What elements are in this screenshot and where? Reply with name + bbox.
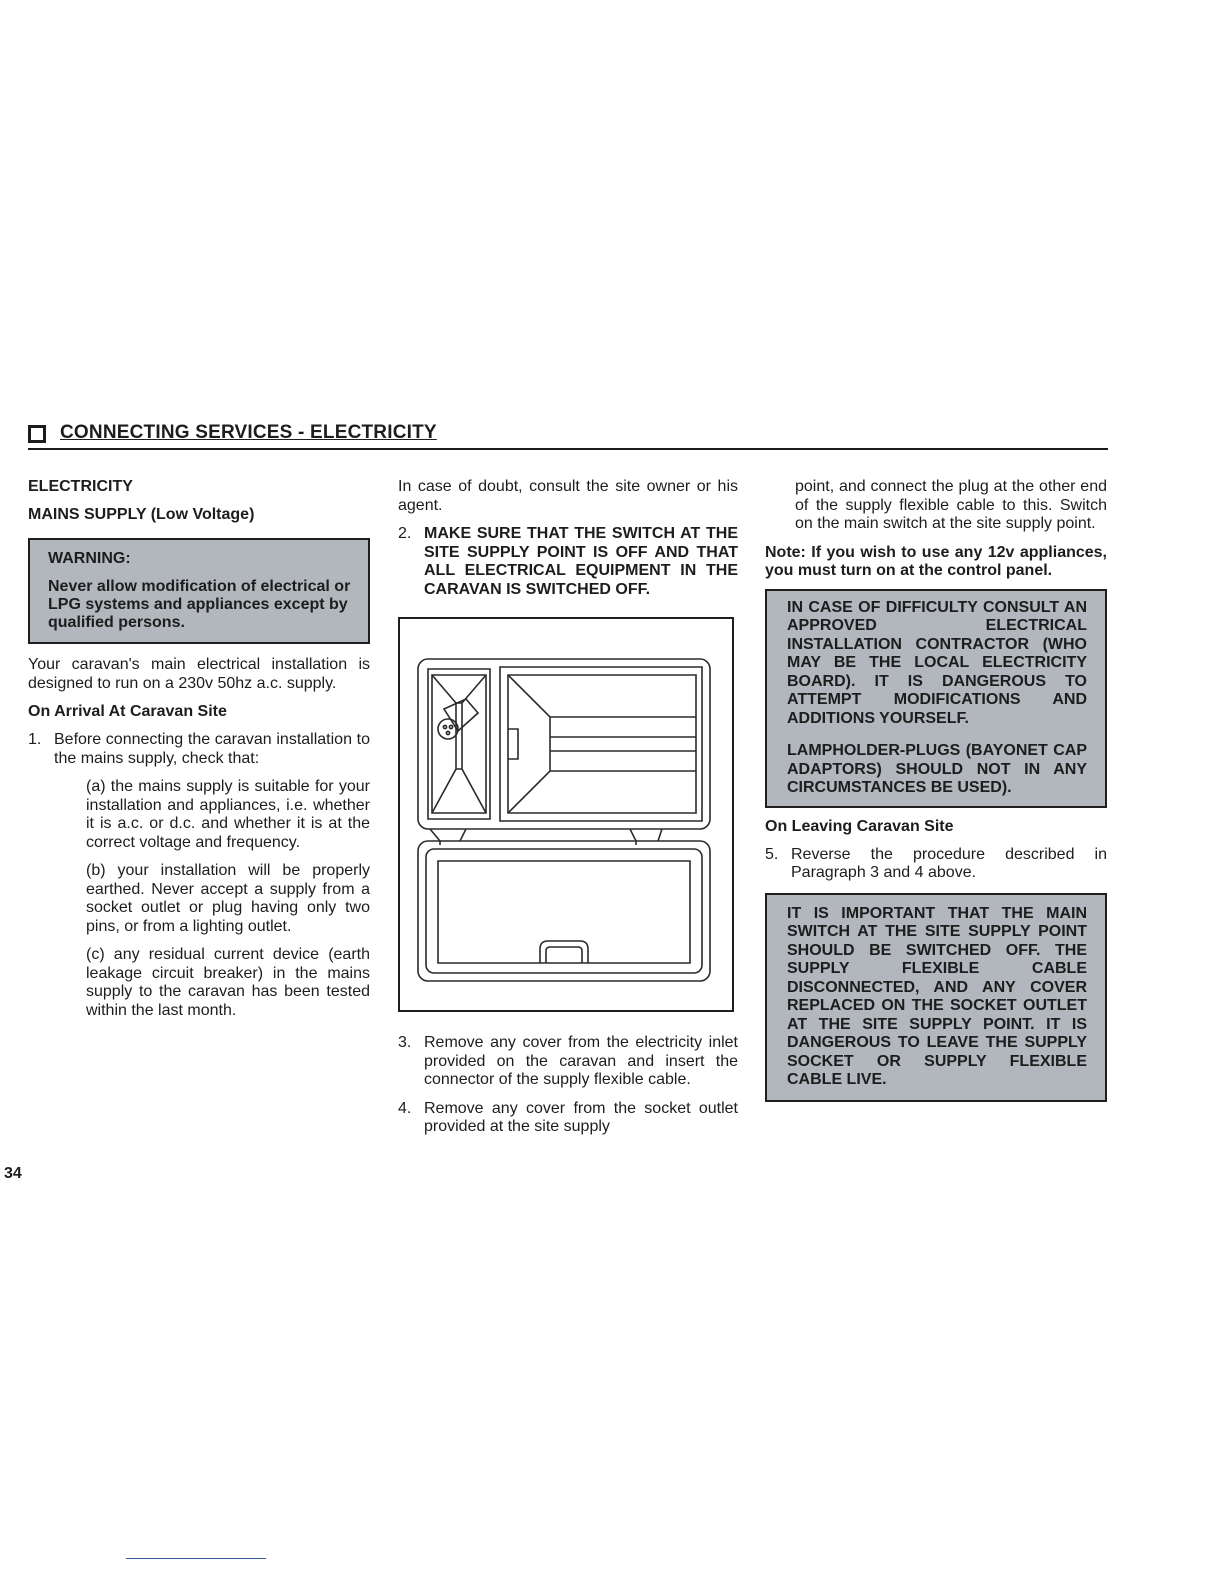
lampholder-text: LAMPHOLDER-PLUGS (BAYONET CAP ADAPTORS) SHOULD NOT IN ANY CIRCUMSTANCES BE USED). xyxy=(787,742,1087,796)
sub-item-a: (a) the mains supply is suitable for your installation and appliances, i.e. whether it is a.c. or d.c. and whether it is at the correct voltage and frequency. xyxy=(86,778,370,851)
arrival-heading: On Arrival At Caravan Site xyxy=(28,703,227,720)
bottom-rule xyxy=(126,1558,266,1559)
item-number: 5. xyxy=(765,845,779,863)
item-number: 3. xyxy=(398,1034,412,1051)
caravan-inlet-drawing xyxy=(400,619,732,1010)
sub-item-c: (c) any residual current device (earth leakage circuit breaker) in the mains supply to the caravan has been tested within the last month. xyxy=(86,946,370,1019)
section-title: CONNECTING SERVICES - ELECTRICITY xyxy=(60,422,437,443)
list-item-5 xyxy=(765,846,1107,883)
intro-paragraph: Your caravan's main electrical installation is designed to run on a 230v 50hz a.c. supply. xyxy=(28,656,370,692)
item-text: Remove any cover from the electricity inlet provided on the caravan and insert the connector of the supply flexible cable. xyxy=(424,1034,738,1088)
list-item-2 xyxy=(398,525,738,599)
doubt-paragraph: In case of doubt, consult the site owner or his agent. xyxy=(398,478,738,514)
item-number: 2. xyxy=(398,525,412,542)
right-column xyxy=(765,478,1107,1102)
page-number: 34 xyxy=(4,1165,22,1182)
list-item-4 xyxy=(398,1100,738,1137)
item-text: Reverse the procedure described in Paragraph 3 and 4 above. xyxy=(791,845,1107,881)
leaving-heading: On Leaving Caravan Site xyxy=(765,817,954,835)
checkbox-square-icon xyxy=(28,425,46,443)
item-number: 1. xyxy=(28,731,42,748)
left-column xyxy=(28,478,370,1030)
difficulty-warning-box xyxy=(765,589,1107,808)
continuation-paragraph: point, and connect the plug at the other end of the supply flexible cable to this. Switch on the main switch at the site supply point. xyxy=(795,478,1107,532)
item-text: Remove any cover from the socket outlet provided at the site supply xyxy=(424,1099,738,1135)
section-header xyxy=(28,422,1108,450)
item-number: 4. xyxy=(398,1099,412,1117)
middle-column xyxy=(398,478,738,1147)
electricity-heading: ELECTRICITY xyxy=(28,478,133,495)
leaving-warning-box xyxy=(765,893,1107,1102)
item-text: MAKE SURE THAT THE SWITCH AT THE SITE SUPPLY POINT IS OFF AND THAT ALL ELECTRICAL EQUIPMENT IN THE CARAVAN IS SWITCHED OFF. xyxy=(424,525,738,598)
difficulty-text: IN CASE OF DIFFICULTY CONSULT AN APPROVED ELECTRICAL INSTALLATION CONTRACTOR (WHO MAY BE THE LOCAL ELECTRICITY BOARD). IT IS DANGEROUS TO ATTEMPT MODIFICATIONS AND ADDITIONS YOURSELF. xyxy=(787,598,1087,727)
list-item-1 xyxy=(28,731,370,768)
electric-hookup-illustration xyxy=(398,617,734,1012)
list-item-3 xyxy=(398,1034,738,1090)
mains-supply-heading: MAINS SUPPLY (Low Voltage) xyxy=(28,506,255,523)
warning-box xyxy=(28,538,370,644)
item-text: Before connecting the caravan installation to the mains supply, check that: xyxy=(54,731,370,767)
sub-item-b: (b) your installation will be properly earthed. Never accept a supply from a socket outlet or plug having only two pins, or from a lighting outlet. xyxy=(86,862,370,935)
note-paragraph: Note: If you wish to use any 12v appliances, you must turn on at the control panel. xyxy=(765,543,1107,579)
warning-title: WARNING: xyxy=(48,550,131,567)
leaving-warning-text: IT IS IMPORTANT THAT THE MAIN SWITCH AT THE SITE SUPPLY POINT SHOULD BE SWITCHED OFF. THE SUPPLY FLEXIBLE CABLE DISCONNECTED, AND ANY COVER REPLACED ON THE SOCKET OUTLET AT THE SITE SUPPLY POINT. IT IS DANGEROUS TO LEAVE THE SUPPLY SOCKET OR SUPPLY FLEXIBLE CABLE LIVE. xyxy=(787,904,1087,1088)
warning-text: Never allow modification of electrical or LPG systems and appliances except by qualified persons. xyxy=(48,578,351,631)
